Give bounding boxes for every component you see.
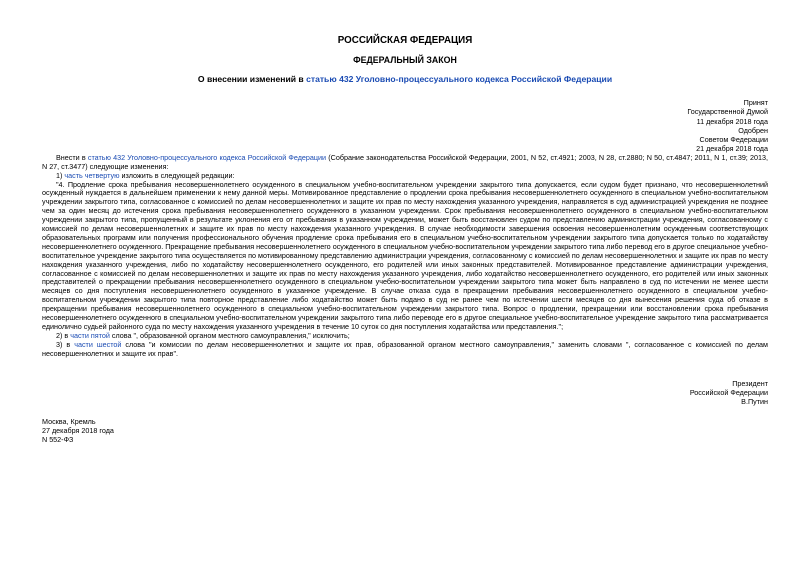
- country-heading: РОССИЙСКАЯ ФЕДЕРАЦИЯ: [337, 35, 473, 46]
- approved-label: Одобрен: [738, 125, 768, 135]
- item-3: [42, 341, 768, 359]
- law-number: N 552-ФЗ: [42, 435, 74, 445]
- approved-date: 21 декабря 2018 года: [696, 144, 768, 154]
- intro-suffix: (Собрание законодательства Российской Федерации, 2001, N 52, ст.4921; 2003, N 28, ст.2880; N 50, ст.4847; 2011, N 1, ст.39; 2013, N 27, ст.3477) следующие изменения:: [42, 152, 768, 171]
- signer-office: Российской Федерации: [689, 387, 768, 397]
- adopted-by: Государственной Думой: [687, 107, 768, 117]
- intro-article-link[interactable]: статью 432 Уголовно-процессуального кодекса Российской Федерации: [87, 152, 327, 162]
- approved-by: Советом Федерации: [699, 135, 768, 145]
- law-title: [42, 74, 768, 85]
- item-2-prefix: 2) в: [56, 330, 71, 340]
- intro-paragraph: [42, 154, 768, 172]
- law-title-prefix: О внесении изменений в: [197, 74, 307, 84]
- law-type-heading: ФЕДЕРАЛЬНЫЙ ЗАКОН: [353, 55, 457, 65]
- signature-block: [42, 379, 768, 407]
- article-432-title-link[interactable]: статью 432 Уголовно-процессуального кодекса Российской Федерации: [306, 74, 613, 84]
- document-body: [42, 0, 768, 444]
- signing-place: Москва, Кремль: [42, 416, 96, 426]
- item-3-suffix: слова "и комиссии по делам несовершеннолетних и защите их прав, образованной органом местного самоуправления," заменить словами ", согласованное с комиссией по делам несовершеннолетних и защите их прав".: [42, 339, 768, 358]
- adoption-block: [42, 98, 768, 154]
- signer-title: Президент: [732, 378, 768, 388]
- part-five-link[interactable]: части пятой: [70, 330, 110, 340]
- item-1-prefix: 1): [56, 170, 65, 180]
- signer-name: В.Путин: [741, 397, 768, 407]
- item-1-suffix: изложить в следующей редакции:: [119, 170, 235, 180]
- adopted-date: 11 декабря 2018 года: [696, 116, 768, 126]
- signing-date: 27 декабря 2018 года: [42, 425, 114, 435]
- adopted-label: Принят: [743, 98, 768, 107]
- intro-prefix: Внести в: [56, 152, 88, 162]
- item-1-quote: "4. Продление срока пребывания несовершеннолетнего осужденного в специальном учебно-воспитательном учреждении закрытого типа допускается, если судом будет признано, что несовершеннолетний осужденный нуждается в дальнейшем применении к нему данной меры. Мотивированное представление о продлении срока пребывания несовершеннолетнего осужденного в специальном учебно-воспитательном учреждении закрытого типа, согласованное с комиссией по делам несовершеннолетних и защите их прав по месту нахождения указанного учреждения, направляется в суд администрацией учреждения не позднее чем за один месяц до истечения срока пребывания несовершеннолетнего осужденного в указанном учреждении. Срок пребывания несовершеннолетнего осужденного в специальном учебно-воспитательном учреждении закрытого типа, пропущенный в результате уклонения его от пребывания в указанном учреждении, может быть восстановлен судом по представлению администрации учреждения, согласованному с комиссией по делам несовершеннолетних и защите их прав по месту нахождения указанного учреждения. В случае необходимости завершения освоения несовершеннолетним осужденным соответствующих образовательных программ или получения профессионального обучения продление срока пребывания его в специальном учебно-воспитательном учреждении закрытого типа допускается только по ходатайству несовершеннолетнего осужденного. Прекращение пребывания несовершеннолетнего осужденного в специальном учебно-воспитательном учреждении закрытого типа либо перевод его в другое специальное учебно-воспитательное учреждение закрытого типа осуществляется по мотивированному представлению администрации учреждения, согласованному с комиссией по делам несовершеннолетних и защите их прав по месту нахождения указанного учреждения, либо по ходатайству несовершеннолетнего осужденного, его родителей или иных законных представителей. Мотивированное представление администрации учреждения, согласованное с комиссией по делам несовершеннолетних и защите их прав по месту нахождения указанного учреждения, либо ходатайство несовершеннолетнего осужденного, его родителей или иных законных представителей о прекращении пребывания несовершеннолетнего осужденного в специальном учебно-воспитательном учреждении закрытого типа может быть направлено в суд по истечении не менее шести месяцев со дня поступления несовершеннолетнего осужденного в указанное учреждение. В случае отказа суда в прекращении пребывания несовершеннолетнего осужденного в специальном учебно-воспитательном учреждении закрытого типа повторное представление либо ходатайство может быть подано в суд не ранее чем по истечении шести месяцев со дня вынесения решения суда об отказе в прекращении пребывания несовершеннолетнего осужденного в специальном учебно-воспитательном учреждении закрытого типа. Вопрос о продлении, прекращении или восстановлении срока пребывания несовершеннолетнего осужденного в специальном учебно-воспитательном учреждении закрытого типа либо переводе его в другое специальное учебно-воспитательное учреждение закрытого типа рассматривается единолично судьей районного суда по месту нахождения указанного учреждения в течение 10 суток со дня поступления ходатайства или представления.";: [42, 179, 768, 331]
- part-six-link[interactable]: части шестой: [74, 339, 122, 349]
- item-3-prefix: 3) в: [56, 339, 75, 349]
- signing-details: [42, 417, 768, 445]
- part-four-link[interactable]: часть четвертую: [64, 170, 120, 180]
- item-2-suffix: слова ", образованной органом местного самоуправления," исключить;: [109, 330, 350, 340]
